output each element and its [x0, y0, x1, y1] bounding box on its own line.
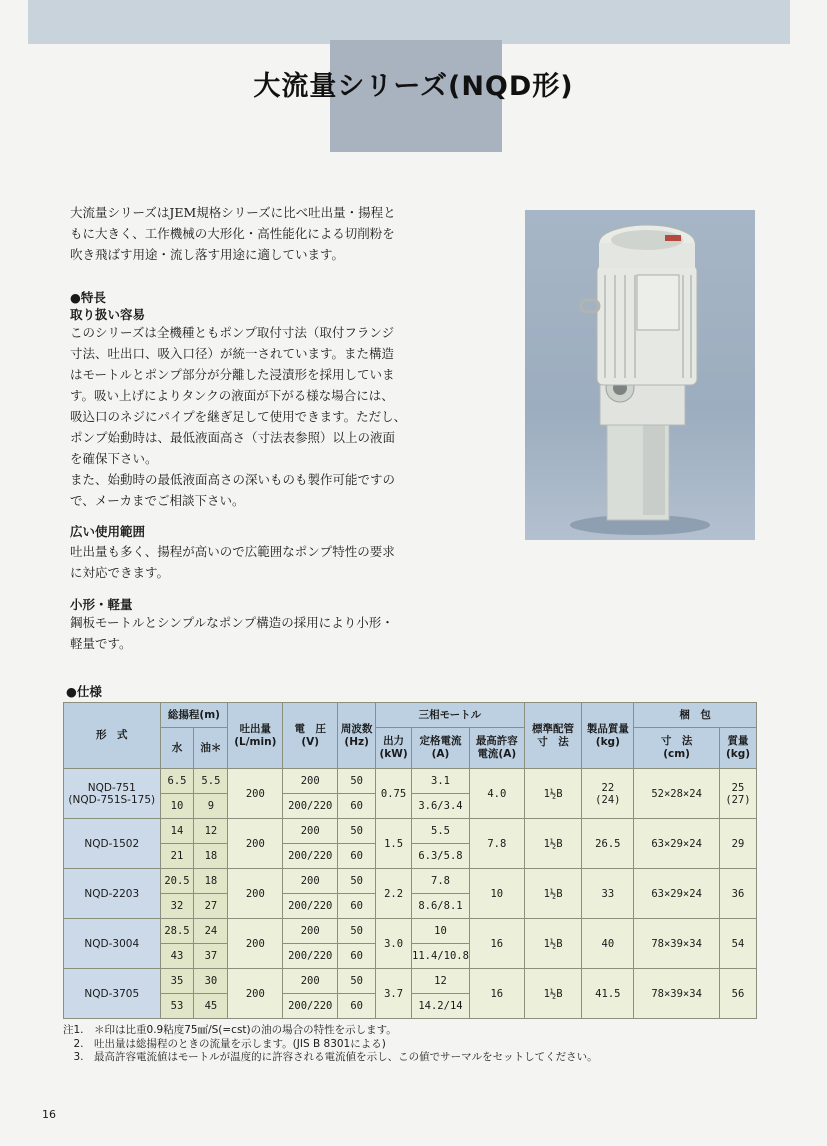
voltage-cell: 200 — [283, 919, 338, 944]
frequency-cell: 60 — [338, 794, 376, 819]
footnote: 2. 吐出量は総揚程のときの流量を示します。(JIS B 8301による) — [63, 1037, 386, 1050]
pump-photo — [525, 210, 755, 540]
feature-line: また、始動時の最低液面高さの深いものも製作可能ですの — [70, 472, 396, 487]
header-pack-dimensions: 寸 法 (cm) — [634, 728, 720, 769]
lift-water-cell: 21 — [160, 844, 194, 869]
frequency-cell: 50 — [338, 869, 376, 894]
rated-current-cell: 12 — [412, 969, 470, 994]
voltage-cell: 200/220 — [283, 794, 338, 819]
feature-ease-heading: 取り扱い容易 — [70, 307, 146, 322]
max-current-cell: 10 — [469, 869, 524, 919]
model-cell: NQD-3705 — [64, 969, 161, 1019]
header-packing: 梱 包 — [634, 703, 757, 728]
frequency-cell: 60 — [338, 844, 376, 869]
frequency-cell: 50 — [338, 769, 376, 794]
max-current-cell: 4.0 — [469, 769, 524, 819]
feature-line: で、メーカまでご相談下さい。 — [70, 493, 245, 508]
pack-weight-cell: 25 (27) — [719, 769, 756, 819]
table-row — [64, 819, 757, 844]
header-flow: 吐出量 (L/min) — [228, 703, 283, 769]
footnote: 注1. ＊印は比重0.9粘度75㎟/S(=cst)の油の場合の特性を示します。 — [63, 1024, 397, 1036]
rated-current-cell: 7.8 — [412, 869, 470, 894]
weight-cell: 41.5 — [582, 969, 634, 1019]
pack-weight-cell: 56 — [719, 969, 756, 1019]
rated-current-cell: 11.4/10.8 — [412, 944, 470, 969]
footnote: 3. 最高許容電流値はモートルが温度的に許容される電流値を示し、この値でサーマルをセットしてください。 — [63, 1051, 598, 1063]
feature-range-text — [70, 541, 450, 583]
output-cell: 1.5 — [376, 819, 412, 869]
lift-oil-cell: 37 — [194, 944, 228, 969]
rated-current-cell: 10 — [412, 919, 470, 944]
output-cell: 3.0 — [376, 919, 412, 969]
output-cell: 2.2 — [376, 869, 412, 919]
lift-water-cell: 53 — [160, 994, 194, 1019]
voltage-cell: 200 — [283, 969, 338, 994]
pack-weight-cell: 36 — [719, 869, 756, 919]
feature-line: 寸法、吐出口、吸入口径）が統一されています。また構造 — [70, 346, 395, 361]
feature-range-heading: 広い使用範囲 — [70, 524, 146, 539]
feature-line: 吐出量も多く、揚程が高いので広範囲なポンプ特性の要求 — [70, 544, 395, 559]
rated-current-cell: 3.1 — [412, 769, 470, 794]
intro-line: 吹き飛ばす用途・流し落す用途に適しています。 — [70, 247, 345, 262]
intro-line: 大流量シリーズはJEM規格シリーズに比べ吐出量・揚程と — [70, 205, 396, 220]
rated-current-cell: 14.2/14 — [412, 994, 470, 1019]
frequency-cell: 50 — [338, 969, 376, 994]
lift-oil-cell: 5.5 — [194, 769, 228, 794]
rated-current-cell: 5.5 — [412, 819, 470, 844]
feature-line: このシリーズは全機種ともポンプ取付寸法（取付フランジ — [70, 325, 395, 340]
intro-line: もに大きく、工作機械の大形化・高性能化による切削粉を — [70, 226, 395, 241]
header-weight: 製品質量 (kg) — [582, 703, 634, 769]
lift-oil-cell: 27 — [194, 894, 228, 919]
lift-oil-cell: 12 — [194, 819, 228, 844]
footnotes — [63, 1024, 598, 1065]
feature-line: 鋼板モートルとシンプルなポンプ構造の採用により小形・ — [70, 615, 394, 630]
table-row — [64, 919, 757, 944]
pipe-size-cell: 1½B — [524, 969, 582, 1019]
model-cell: NQD-751 (NQD-751S-175) — [64, 769, 161, 819]
max-current-cell: 16 — [469, 969, 524, 1019]
header-voltage: 電 圧 (V) — [283, 703, 338, 769]
lift-oil-cell: 18 — [194, 844, 228, 869]
lift-oil-cell: 30 — [194, 969, 228, 994]
voltage-cell: 200 — [283, 869, 338, 894]
weight-cell: 26.5 — [582, 819, 634, 869]
voltage-cell: 200 — [283, 819, 338, 844]
lift-water-cell: 35 — [160, 969, 194, 994]
flow-cell: 200 — [228, 869, 283, 919]
pack-weight-cell: 54 — [719, 919, 756, 969]
spec-table-body — [64, 769, 757, 1019]
voltage-cell: 200 — [283, 769, 338, 794]
weight-cell: 22 (24) — [582, 769, 634, 819]
feature-compact-heading: 小形・軽量 — [70, 597, 133, 612]
voltage-cell: 200/220 — [283, 944, 338, 969]
flow-cell: 200 — [228, 769, 283, 819]
max-current-cell: 16 — [469, 919, 524, 969]
pack-dimensions-cell: 78×39×34 — [634, 969, 720, 1019]
header-pack-weight: 質量 (kg) — [719, 728, 756, 769]
voltage-cell: 200/220 — [283, 994, 338, 1019]
frequency-cell: 60 — [338, 944, 376, 969]
weight-cell: 40 — [582, 919, 634, 969]
lift-water-cell: 20.5 — [160, 869, 194, 894]
frequency-cell: 50 — [338, 819, 376, 844]
output-cell: 3.7 — [376, 969, 412, 1019]
flow-cell: 200 — [228, 819, 283, 869]
lift-oil-cell: 45 — [194, 994, 228, 1019]
table-row — [64, 969, 757, 994]
pack-dimensions-cell: 78×39×34 — [634, 919, 720, 969]
lift-water-cell: 32 — [160, 894, 194, 919]
voltage-cell: 200/220 — [283, 844, 338, 869]
feature-line: を確保下さい。 — [70, 451, 158, 466]
header-lift: 総揚程(m) — [160, 703, 228, 728]
pipe-size-cell: 1½B — [524, 919, 582, 969]
lift-water-cell: 6.5 — [160, 769, 194, 794]
pack-weight-cell: 29 — [719, 819, 756, 869]
feature-line: に対応できます。 — [70, 565, 170, 580]
header-oil: 油＊ — [194, 728, 228, 769]
lift-water-cell: 28.5 — [160, 919, 194, 944]
lift-oil-cell: 18 — [194, 869, 228, 894]
pipe-size-cell: 1½B — [524, 769, 582, 819]
pack-dimensions-cell: 63×29×24 — [634, 869, 720, 919]
header-rated-current: 定格電流 (A) — [412, 728, 470, 769]
header-water: 水 — [160, 728, 194, 769]
pipe-size-cell: 1½B — [524, 819, 582, 869]
rated-current-cell: 6.3/5.8 — [412, 844, 470, 869]
feature-line: 吸込口のネジにパイプを継ぎ足して使用できます。ただし、 — [70, 409, 407, 424]
top-band — [28, 0, 790, 44]
weight-cell: 33 — [582, 869, 634, 919]
rated-current-cell: 3.6/3.4 — [412, 794, 470, 819]
lift-oil-cell: 24 — [194, 919, 228, 944]
frequency-cell: 60 — [338, 994, 376, 1019]
spec-table — [63, 702, 757, 1019]
lift-water-cell: 14 — [160, 819, 194, 844]
spec-heading: ●仕様 — [66, 684, 102, 699]
feature-compact-text — [70, 612, 450, 654]
header-output: 出力 (kW) — [376, 728, 412, 769]
table-row — [64, 769, 757, 794]
lift-water-cell: 43 — [160, 944, 194, 969]
flow-cell: 200 — [228, 919, 283, 969]
header-pipe: 標準配管 寸 法 — [524, 703, 582, 769]
rated-current-cell: 8.6/8.1 — [412, 894, 470, 919]
features-heading: ●特長 — [70, 290, 106, 305]
output-cell: 0.75 — [376, 769, 412, 819]
table-row — [64, 869, 757, 894]
header-motor: 三相モートル — [376, 703, 525, 728]
lift-oil-cell: 9 — [194, 794, 228, 819]
frequency-cell: 60 — [338, 894, 376, 919]
pipe-size-cell: 1½B — [524, 869, 582, 919]
page-title: 大流量シリーズ(NQD形) — [253, 71, 574, 102]
max-current-cell: 7.8 — [469, 819, 524, 869]
header-max-current: 最高許容 電流(A) — [469, 728, 524, 769]
header-model: 形 式 — [64, 703, 161, 769]
flow-cell: 200 — [228, 969, 283, 1019]
intro-paragraph — [70, 202, 450, 265]
lift-water-cell: 10 — [160, 794, 194, 819]
voltage-cell: 200/220 — [283, 894, 338, 919]
frequency-cell: 50 — [338, 919, 376, 944]
feature-line: はモートルとポンプ部分が分離した浸漬形を採用していま — [70, 367, 395, 382]
feature-ease-text — [70, 322, 450, 511]
feature-line: 軽量です。 — [70, 636, 132, 651]
header-frequency: 周波数 (Hz) — [338, 703, 376, 769]
feature-line: す。吸い上げによりタンクの液面が下がる様な場合には、 — [70, 388, 394, 403]
pack-dimensions-cell: 63×29×24 — [634, 819, 720, 869]
model-cell: NQD-2203 — [64, 869, 161, 919]
page-number: 16 — [42, 1108, 56, 1121]
model-cell: NQD-1502 — [64, 819, 161, 869]
model-cell: NQD-3004 — [64, 919, 161, 969]
feature-line: ポンプ始動時は、最低液面高さ（寸法表参照）以上の液面 — [70, 430, 396, 445]
pack-dimensions-cell: 52×28×24 — [634, 769, 720, 819]
